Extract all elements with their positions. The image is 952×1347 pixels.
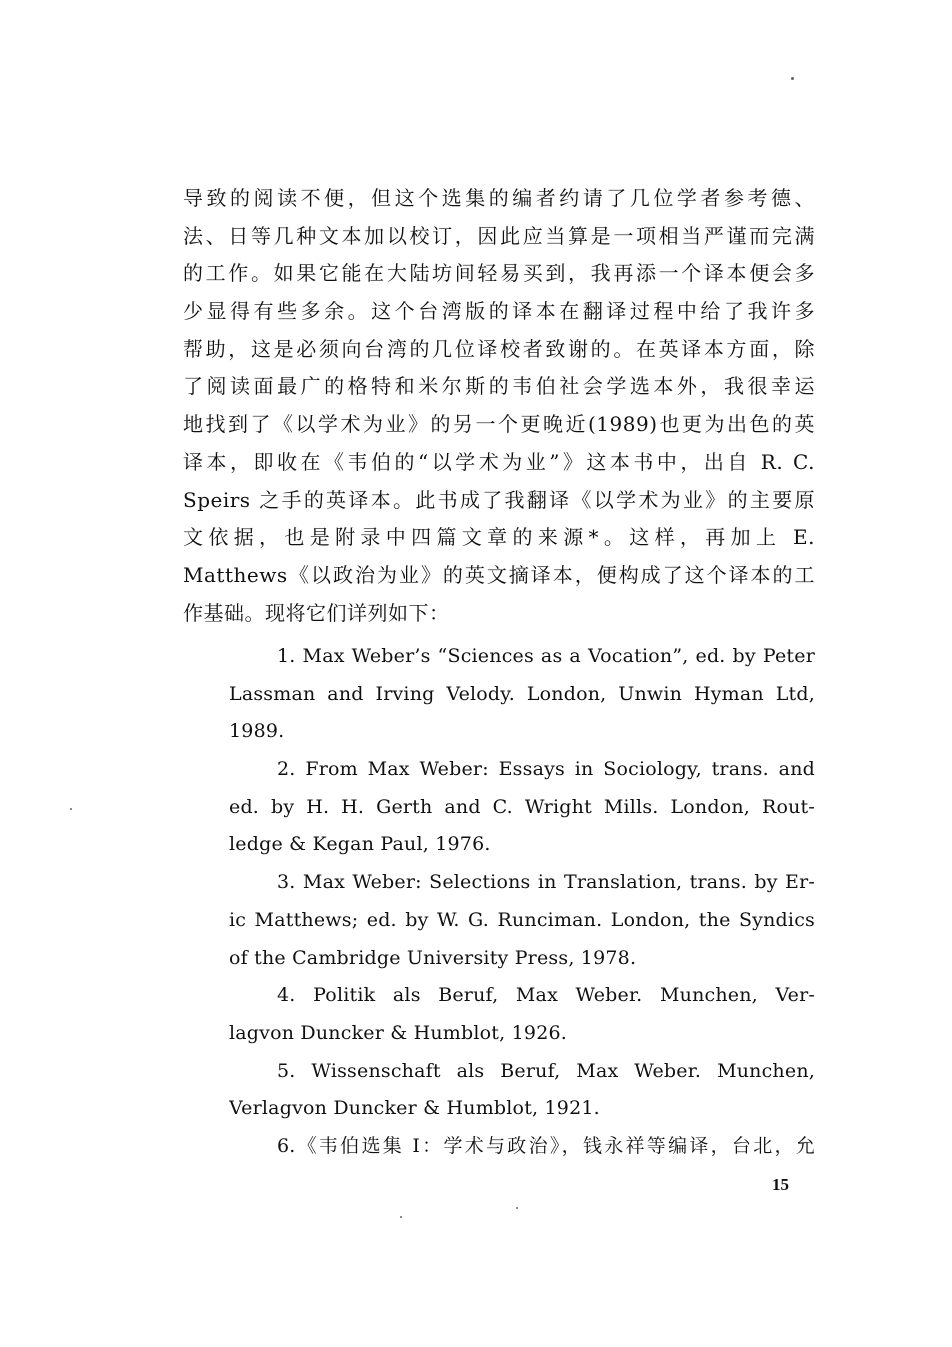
body-line: 的工作。如果它能在大陆坊间轻易买到，我再添一个译本便会多 — [183, 261, 815, 286]
reference-line: of the Cambridge University Press, 1978. — [229, 946, 637, 969]
reference-line: lagvon Duncker & Humblot, 1926. — [229, 1021, 568, 1044]
reference-line: ledge & Kegan Paul, 1976. — [229, 833, 491, 856]
reference-item — [229, 1053, 815, 1128]
reference-item — [229, 751, 815, 864]
reference-line: 3. Max Weber: Selections in Translation, trans. by Er- — [277, 871, 815, 894]
reference-line: 5. Wissenschaft als Beruf, Max Weber. Munchen, — [277, 1059, 815, 1082]
page-number: 15 — [772, 1175, 789, 1194]
reference-item — [229, 864, 815, 977]
reference-line: 6.《韦伯选集 I：学术与政治》，钱永祥等编译，台北，允 — [277, 1134, 815, 1157]
scan-speck — [70, 808, 72, 810]
reference-line: ic Matthews; ed. by W. G. Runciman. London, the Syndics — [229, 908, 815, 931]
reference-line: 4. Politik als Beruf, Max Weber. Munchen, Ver- — [277, 984, 815, 1007]
body-line: 了阅读面最广的格特和米尔斯的韦伯社会学选本外，我很幸运 — [183, 374, 815, 399]
scan-speck — [516, 1207, 518, 1209]
body-line: Matthews《以政治为业》的英文摘译本，便构成了这个译本的工 — [183, 562, 815, 587]
reference-line: Verlagvon Duncker & Humblot, 1921. — [229, 1097, 600, 1120]
body-line: 帮助，这是必须向台湾的几位译校者致谢的。在英译本方面，除 — [183, 336, 815, 361]
scan-speck — [791, 77, 794, 80]
reference-line: Lassman and Irving Velody. London, Unwin Hyman Ltd, — [229, 682, 815, 705]
scan-speck — [400, 1216, 402, 1218]
reference-line: 1. Max Weber’s “Sciences as a Vocation”, ed. by Peter — [277, 645, 815, 667]
body-line: 文依据，也是附录中四篇文章的来源*。这样，再加上 E. — [183, 525, 815, 550]
body-line: 少显得有些多余。这个台湾版的译本在翻译过程中给了我许多 — [183, 299, 815, 324]
body-line: Speirs 之手的英译本。此书成了我翻译《以学术为业》的主要原 — [183, 487, 815, 512]
reference-item — [229, 638, 815, 751]
reference-item — [229, 977, 815, 1052]
reference-line: 1989. — [229, 720, 285, 743]
body-paragraph — [183, 180, 815, 632]
body-line: 译本，即收在《韦伯的“以学术为业”》这本书中，出自 R. C. — [183, 449, 815, 474]
body-line: 法、日等几种文本加以校订，因此应当算是一项相当严谨而完满 — [183, 223, 815, 248]
reference-line: ed. by H. H. Gerth and C. Wright Mills. London, Rout- — [229, 795, 815, 818]
reference-line: 2. From Max Weber: Essays in Sociology, trans. and — [277, 758, 815, 781]
body-line: 作基础。现将它们详列如下： — [183, 600, 450, 625]
reference-list — [229, 638, 815, 1166]
body-line: 地找到了《以学术为业》的另一个更晚近(1989)也更为出色的英 — [183, 412, 815, 437]
reference-item — [229, 1128, 815, 1166]
body-line: 导致的阅读不便，但这个选集的编者约请了几位学者参考德、 — [183, 186, 815, 210]
